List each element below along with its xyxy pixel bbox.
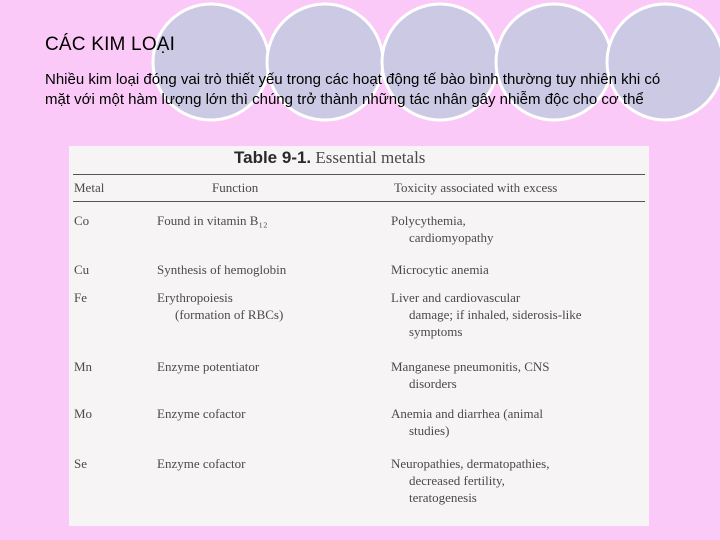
- header-metal: Metal: [74, 180, 105, 195]
- table-image: [69, 146, 649, 526]
- cell-function: [157, 261, 367, 278]
- cell-metal: Se: [74, 456, 87, 471]
- cell-toxicity: [391, 212, 641, 246]
- cell-toxicity: [391, 405, 641, 439]
- cell-toxicity: [391, 358, 641, 392]
- toxicity-line: teratogenesis: [409, 490, 477, 505]
- toxicity-line: Neuropathies, dermatopathies,: [391, 456, 550, 471]
- cell-function: [157, 455, 367, 472]
- table-caption: [234, 148, 425, 168]
- table-title: Essential metals: [315, 148, 426, 167]
- function-line: Erythropoiesis: [157, 290, 233, 305]
- toxicity-line: studies): [409, 423, 450, 438]
- cell-toxicity: [391, 455, 641, 506]
- cell-toxicity: [391, 261, 641, 278]
- table-rule-top: [73, 174, 645, 175]
- table-rule-header: [73, 201, 645, 202]
- function-line: Enzyme cofactor: [157, 456, 246, 471]
- function-line: Enzyme cofactor: [157, 406, 246, 421]
- toxicity-line: disorders: [409, 376, 457, 391]
- function-line: (formation of RBCs): [175, 307, 284, 322]
- cell-toxicity: [391, 289, 641, 340]
- toxicity-line: Polycythemia,: [391, 213, 466, 228]
- cell-function: [157, 405, 367, 422]
- toxicity-line: Manganese pneumonitis, CNS: [391, 359, 550, 374]
- toxicity-line: damage; if inhaled, siderosis-like: [409, 307, 582, 322]
- toxicity-line: Microcytic anemia: [391, 262, 489, 277]
- cell-metal: Mo: [74, 406, 93, 421]
- toxicity-line: cardiomyopathy: [409, 230, 494, 245]
- cell-function: [157, 289, 367, 323]
- cell-metal: Mn: [74, 359, 93, 374]
- header-toxicity: Toxicity associated with excess: [394, 180, 558, 195]
- header-function: Function: [212, 180, 259, 195]
- toxicity-line: Anemia and diarrhea (animal: [391, 406, 543, 421]
- toxicity-line: Liver and cardiovascular: [391, 290, 521, 305]
- slide-body-text: Nhiều kim loại đóng vai trò thiết yếu trong các hoạt động tế bào bình thường tuy nhiên khi có mặt với một hàm lượng lớn thì chúng trở thành những tác nhân gây nhiễm độc cho cơ thể: [45, 71, 661, 108]
- toxicity-line: symptoms: [409, 324, 463, 339]
- cell-function: [157, 358, 367, 375]
- cell-metal: Co: [74, 213, 90, 228]
- slide-title: CÁC KIM LOẠI: [45, 34, 176, 55]
- function-line: Found in vitamin B₁₂: [157, 213, 268, 228]
- cell-function: [157, 212, 367, 229]
- function-line: Synthesis of hemoglobin: [157, 262, 287, 277]
- cell-metal: Fe: [74, 290, 87, 305]
- function-line: Enzyme potentiator: [157, 359, 260, 374]
- table-number: Table 9-1.: [234, 148, 312, 167]
- toxicity-line: decreased fertility,: [409, 473, 505, 488]
- cell-metal: Cu: [74, 262, 90, 277]
